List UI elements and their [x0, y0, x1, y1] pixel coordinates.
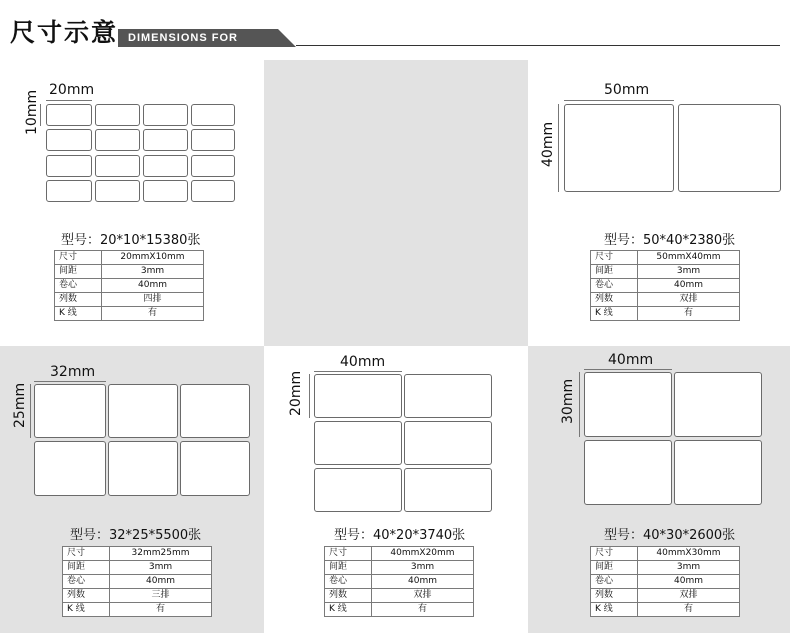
- width-dimension-label: 50mm: [604, 82, 650, 98]
- model-label: 型号：50*40*2380张: [604, 233, 736, 248]
- spec-key: 间距: [591, 265, 638, 279]
- height-dimension-label: 40mm: [540, 121, 556, 167]
- spec-value: 20mmX10mm: [102, 251, 204, 265]
- label-sample: [108, 384, 178, 438]
- spec-value: 四排: [102, 293, 204, 307]
- height-dimension-label: 10mm: [24, 89, 40, 135]
- spec-row: [55, 279, 204, 293]
- label-sample: [404, 468, 492, 512]
- label-sample: [143, 180, 188, 202]
- spec-table: [590, 250, 740, 321]
- spec-row: [325, 603, 474, 617]
- spec-row: [63, 603, 212, 617]
- spec-row: [591, 265, 740, 279]
- spec-row: [63, 561, 212, 575]
- panel-40x20: [264, 346, 528, 633]
- header-subtitle: DIMENSIONS FOR: [128, 32, 238, 44]
- spec-key: 间距: [325, 561, 372, 575]
- spec-value: 有: [372, 603, 474, 617]
- label-sample: [46, 155, 92, 177]
- spec-key: 尺寸: [591, 547, 638, 561]
- label-sample: [95, 104, 140, 126]
- panel-background-top-middle: [264, 60, 528, 346]
- spec-key: 列数: [55, 293, 102, 307]
- label-sample: [564, 104, 674, 192]
- spec-value: 32mm25mm: [110, 547, 212, 561]
- spec-table: [62, 546, 212, 617]
- spec-key: K 线: [591, 603, 638, 617]
- label-sample: [95, 180, 140, 202]
- model-label: 型号：40*30*2600张: [604, 528, 736, 543]
- spec-value: 40mm: [638, 279, 740, 293]
- spec-key: 列数: [63, 589, 110, 603]
- spec-table: [324, 546, 474, 617]
- label-sample: [46, 180, 92, 202]
- label-sample: [180, 441, 250, 496]
- spec-row: [591, 603, 740, 617]
- panel-20x10: [0, 60, 264, 346]
- spec-row: [63, 589, 212, 603]
- label-sample: [143, 104, 188, 126]
- height-dimension-label: 25mm: [12, 382, 28, 428]
- panel-50x40: [528, 60, 790, 346]
- spec-row: [325, 547, 474, 561]
- label-sample: [678, 104, 781, 192]
- spec-key: K 线: [63, 603, 110, 617]
- label-sample: [314, 374, 402, 418]
- spec-row: [591, 575, 740, 589]
- label-sample: [191, 155, 235, 177]
- label-sample: [180, 384, 250, 438]
- spec-value: 双排: [372, 589, 474, 603]
- spec-key: 尺寸: [63, 547, 110, 561]
- spec-value: 40mm: [110, 575, 212, 589]
- spec-key: 卷心: [325, 575, 372, 589]
- spec-row: [63, 547, 212, 561]
- spec-value: 双排: [638, 293, 740, 307]
- label-sample: [95, 129, 140, 151]
- spec-value: 3mm: [638, 561, 740, 575]
- label-sample: [584, 440, 672, 505]
- spec-row: [55, 293, 204, 307]
- label-sample: [46, 104, 92, 126]
- spec-row: [325, 575, 474, 589]
- spec-row: [591, 251, 740, 265]
- panel-40x30: [528, 346, 790, 633]
- label-sample: [34, 441, 106, 496]
- label-sample: [34, 384, 106, 438]
- width-dimension-label: 40mm: [608, 352, 654, 368]
- spec-row: [325, 561, 474, 575]
- label-sample: [108, 441, 178, 496]
- spec-value: 有: [638, 603, 740, 617]
- spec-key: 卷心: [591, 279, 638, 293]
- label-sample: [674, 440, 762, 505]
- spec-value: 3mm: [110, 561, 212, 575]
- label-sample: [95, 155, 140, 177]
- height-dimension-label: 30mm: [560, 378, 576, 424]
- label-sample: [143, 129, 188, 151]
- spec-value: 40mmX20mm: [372, 547, 474, 561]
- width-dimension-line: [34, 381, 106, 382]
- label-sample: [674, 372, 762, 437]
- spec-value: 有: [110, 603, 212, 617]
- spec-value: 有: [102, 307, 204, 321]
- spec-value: 40mm: [102, 279, 204, 293]
- spec-row: [591, 589, 740, 603]
- width-dimension-line: [46, 100, 92, 101]
- spec-row: [63, 575, 212, 589]
- spec-key: K 线: [325, 603, 372, 617]
- spec-key: 间距: [591, 561, 638, 575]
- spec-row: [591, 279, 740, 293]
- width-dimension-line: [314, 371, 402, 372]
- width-dimension-label: 40mm: [340, 354, 386, 370]
- spec-value: 50mmX40mm: [638, 251, 740, 265]
- height-dimension-label: 20mm: [288, 370, 304, 416]
- model-label: 型号：20*10*15380张: [61, 233, 201, 248]
- label-sample: [314, 421, 402, 465]
- spec-value: 40mm: [638, 575, 740, 589]
- spec-key: 卷心: [63, 575, 110, 589]
- model-label: 型号：40*20*3740张: [334, 528, 466, 543]
- spec-value: 3mm: [102, 265, 204, 279]
- spec-key: 间距: [63, 561, 110, 575]
- spec-key: 卷心: [591, 575, 638, 589]
- panel-32x25: [0, 346, 264, 633]
- label-sample: [404, 374, 492, 418]
- width-dimension-line: [584, 369, 672, 370]
- label-sample: [191, 180, 235, 202]
- height-dimension-line: [579, 372, 580, 437]
- width-dimension-label: 32mm: [50, 364, 96, 380]
- spec-key: 列数: [325, 589, 372, 603]
- label-sample: [191, 129, 235, 151]
- height-dimension-line: [558, 104, 559, 192]
- width-dimension-label: 20mm: [49, 82, 95, 98]
- label-sample: [584, 372, 672, 437]
- spec-row: [55, 265, 204, 279]
- spec-key: 尺寸: [591, 251, 638, 265]
- spec-key: 卷心: [55, 279, 102, 293]
- spec-value: 40mmX30mm: [638, 547, 740, 561]
- spec-value: 40mm: [372, 575, 474, 589]
- height-dimension-line: [30, 384, 31, 438]
- spec-key: 列数: [591, 293, 638, 307]
- spec-key: 尺寸: [325, 547, 372, 561]
- label-sample: [46, 129, 92, 151]
- width-dimension-line: [564, 100, 674, 101]
- label-sample: [314, 468, 402, 512]
- spec-key: 间距: [55, 265, 102, 279]
- model-label: 型号：32*25*5500张: [70, 528, 202, 543]
- label-sample: [404, 421, 492, 465]
- spec-value: 3mm: [638, 265, 740, 279]
- label-sample: [191, 104, 235, 126]
- spec-key: K 线: [591, 307, 638, 321]
- spec-row: [591, 547, 740, 561]
- spec-row: [591, 561, 740, 575]
- spec-table: [590, 546, 740, 617]
- label-sample: [143, 155, 188, 177]
- spec-row: [591, 307, 740, 321]
- spec-key: 列数: [591, 589, 638, 603]
- height-dimension-line: [309, 374, 310, 418]
- header-divider: [296, 45, 780, 46]
- page-title: 尺寸示意: [10, 18, 119, 47]
- spec-value: 3mm: [372, 561, 474, 575]
- spec-table: [54, 250, 204, 321]
- spec-row: [55, 251, 204, 265]
- height-dimension-line: [40, 104, 41, 126]
- spec-key: K 线: [55, 307, 102, 321]
- spec-value: 双排: [638, 589, 740, 603]
- spec-key: 尺寸: [55, 251, 102, 265]
- spec-row: [55, 307, 204, 321]
- spec-row: [325, 589, 474, 603]
- spec-value: 有: [638, 307, 740, 321]
- spec-value: 三排: [110, 589, 212, 603]
- spec-row: [591, 293, 740, 307]
